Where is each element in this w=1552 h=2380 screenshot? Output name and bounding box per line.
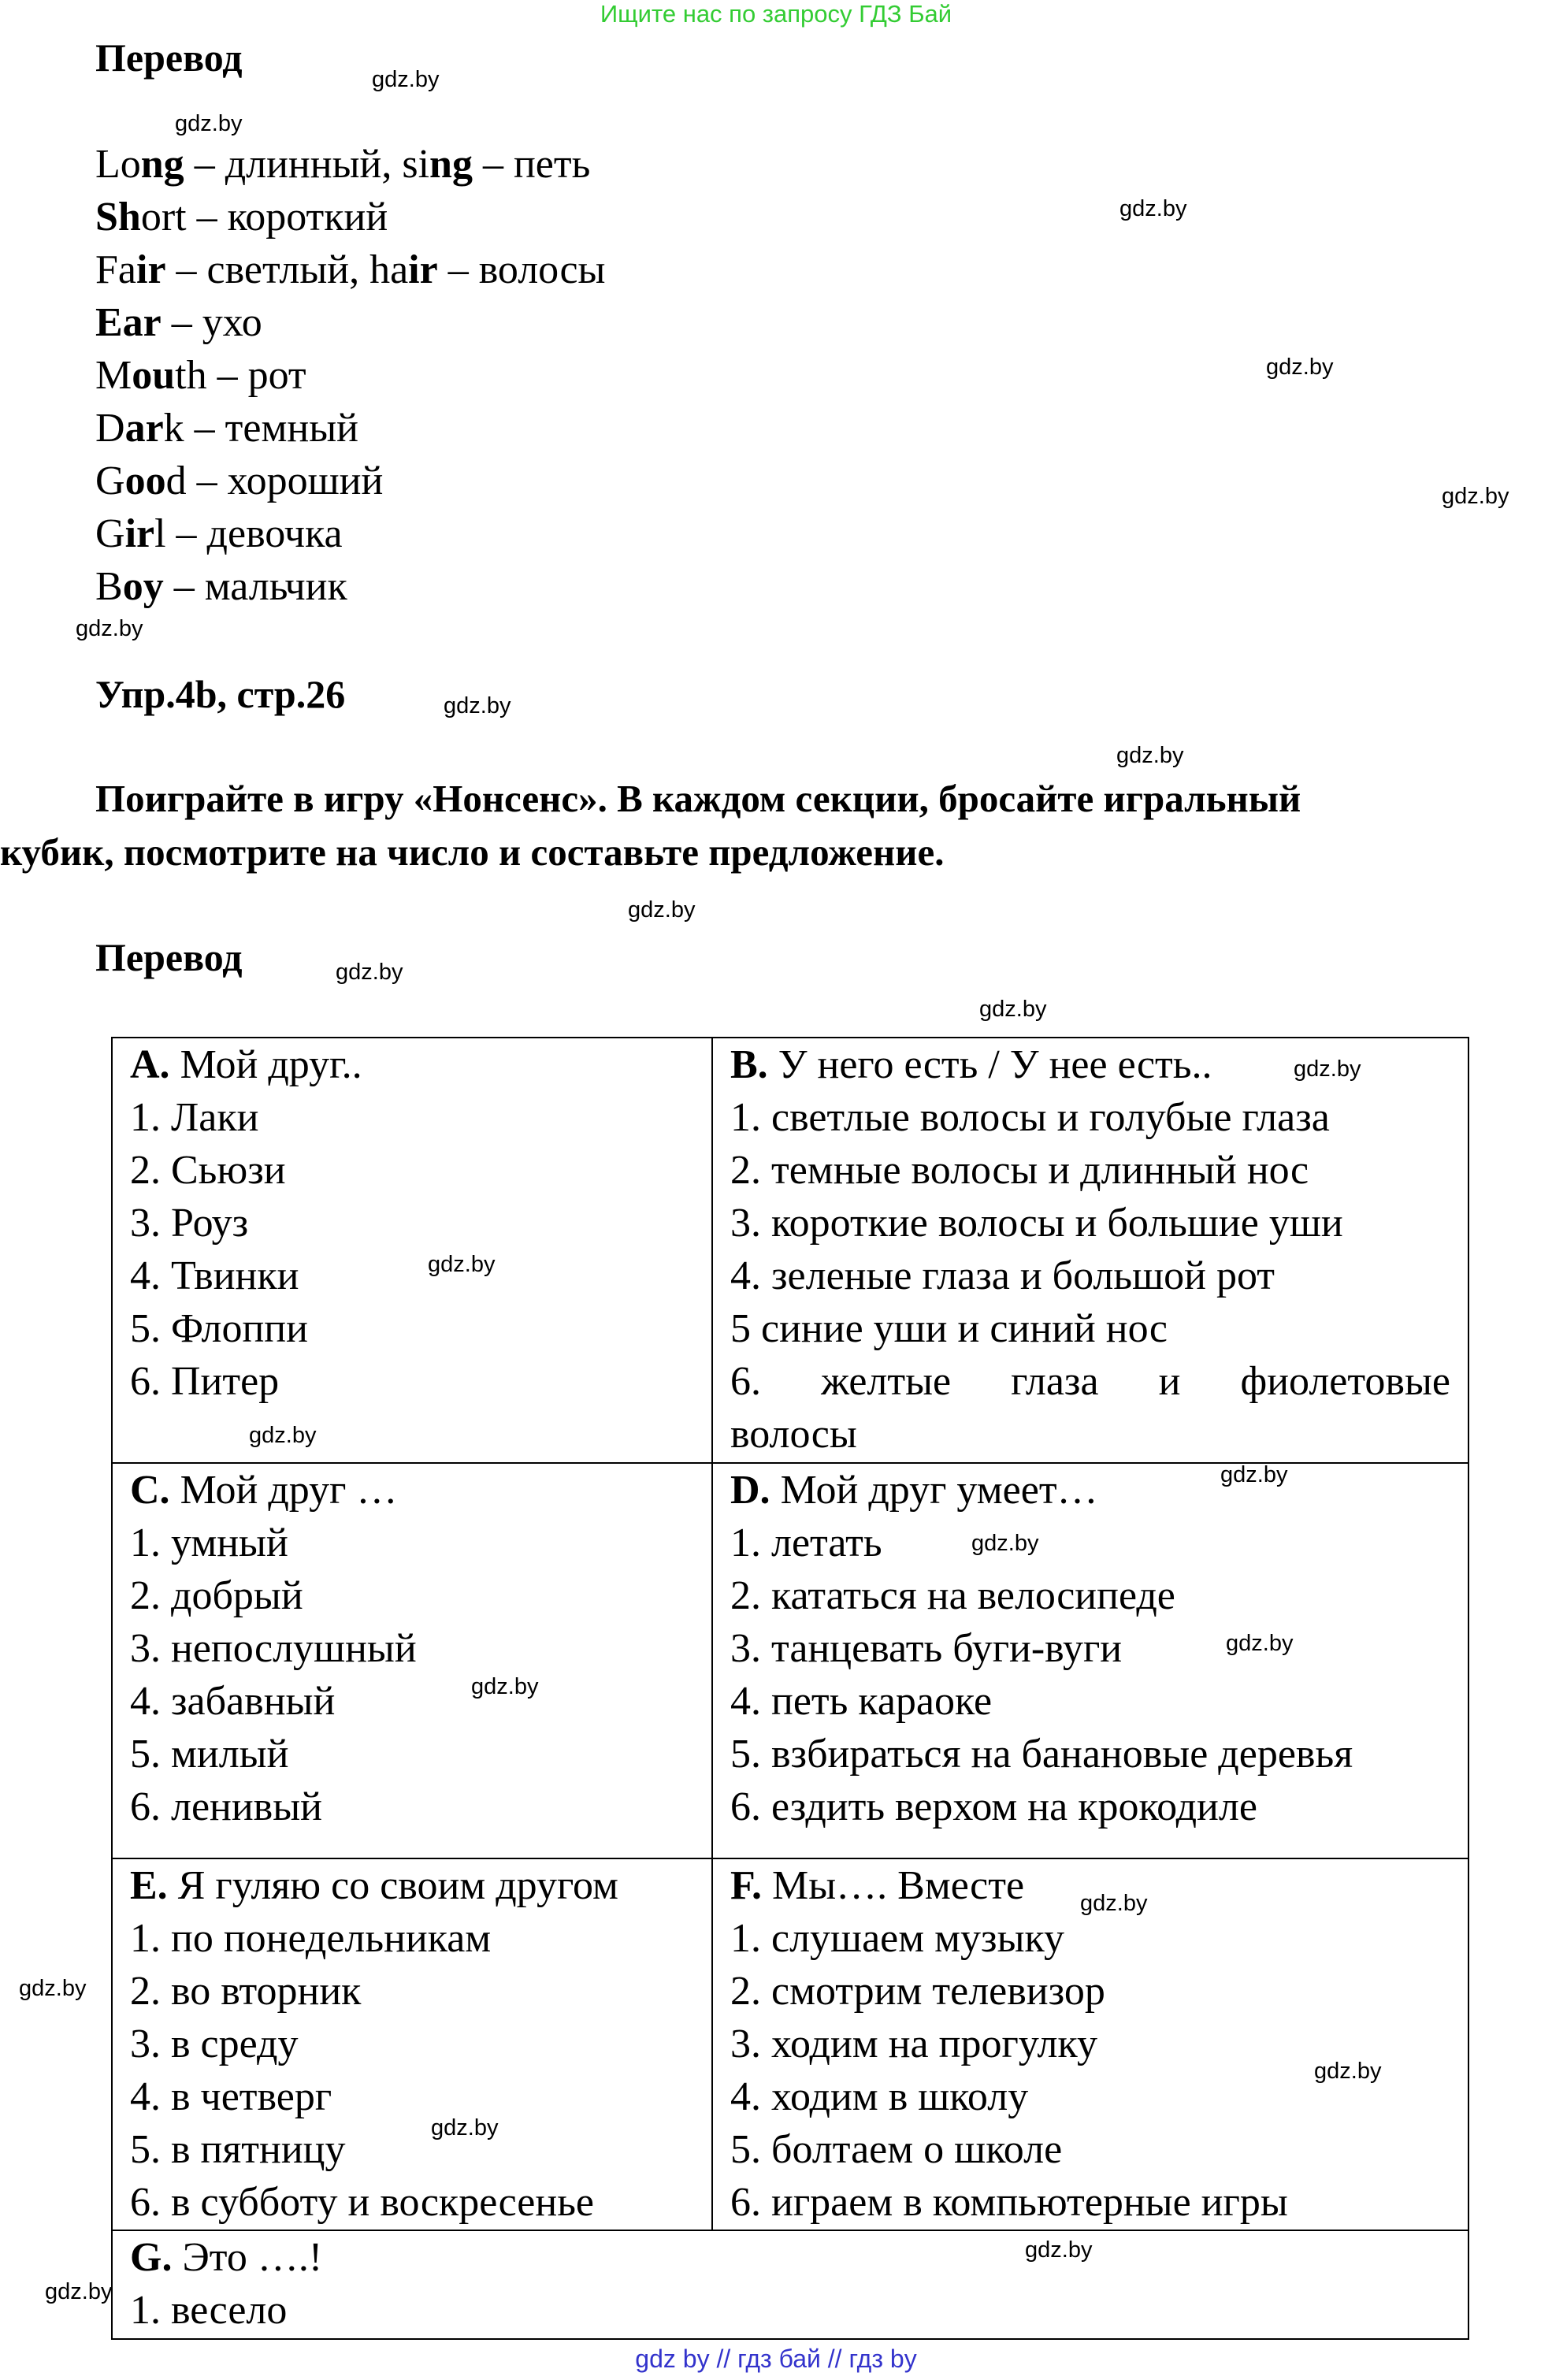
list-item: 6. ленивый	[130, 1784, 323, 1829]
nonsense-game-table	[111, 1037, 1469, 2340]
watermark: gdz.by	[628, 897, 696, 923]
list-item: 1. по понедельникам	[130, 1916, 492, 1961]
vocab-line: Good – хороший	[95, 459, 384, 503]
vocab-line: Long – длинный, sing – петь	[95, 142, 591, 187]
watermark: gdz.by	[1220, 1462, 1288, 1487]
list-item: 1. Лаки	[130, 1095, 259, 1140]
list-item: 4. в четверг	[130, 2074, 332, 2119]
list-item: 3. ходим на прогулку	[730, 2022, 1097, 2066]
list-item: 2. темные волосы и длинный нос	[730, 1148, 1309, 1193]
list-item: 5 синие уши и синий нос	[730, 1306, 1168, 1351]
vocab-line: Dark – темный	[95, 406, 358, 451]
list-item: 6. в субботу и воскресенье	[130, 2180, 594, 2225]
watermark: gdz.by	[1266, 355, 1334, 380]
section-c-cell: C. Мой друг … 1. умный 2. добрый 3. непослушный 4. забавный 5. милый 6. ленивый	[112, 1463, 712, 1858]
watermark: gdz.by	[1314, 2059, 1382, 2084]
list-item: 3. танцевать буги-вуги	[730, 1626, 1123, 1671]
task-line-2: кубик, посмотрите на число и составьте предложение.	[0, 830, 945, 874]
list-item: 1. летать	[730, 1520, 882, 1565]
watermark: gdz.by	[1116, 743, 1184, 768]
watermark: gdz.by	[372, 67, 440, 92]
list-item: 3. непослушный	[130, 1626, 417, 1671]
watermark: gdz.by	[76, 616, 143, 641]
task-line-1: Поиграйте в игру «Нонсенс». В каждом секции, бросайте игральный	[95, 777, 1301, 820]
list-item: 4. зеленые глаза и большой рот	[730, 1253, 1275, 1298]
heading-translation-1: Перевод	[95, 35, 243, 80]
watermark: gdz.by	[971, 1531, 1039, 1556]
watermark: gdz.by	[471, 1674, 539, 1699]
watermark: gdz.by	[45, 2279, 113, 2304]
watermark: gdz.by	[1226, 1631, 1294, 1656]
list-item: 4. ходим в школу	[730, 2074, 1029, 2119]
watermark: gdz.by	[1442, 484, 1509, 509]
list-item: 2. во вторник	[130, 1969, 362, 2014]
watermark: gdz.by	[249, 1423, 317, 1448]
list-item: 6. Питер	[130, 1359, 280, 1404]
heading-translation-2: Перевод	[95, 935, 243, 979]
list-item: 5. взбираться на банановые деревья	[730, 1732, 1353, 1777]
watermark: gdz.by	[19, 1976, 87, 2001]
list-item: 5. болтаем о школе	[730, 2127, 1063, 2172]
vocab-list	[95, 138, 605, 613]
list-item: 3. короткие волосы и большие уши	[730, 1201, 1343, 1246]
list-item: 4. забавный	[130, 1679, 336, 1724]
exercise-title: Упр.4b, стр.26	[95, 672, 346, 716]
list-item: 2. смотрим телевизор	[730, 1969, 1105, 2014]
section-f-cell: F. Мы…. Вместе 1. слушаем музыку 2. смотрим телевизор 3. ходим на прогулку 4. ходим в школу 5. болтаем о школе 6. играем в компьютерные игры	[712, 1858, 1468, 2230]
vocab-line: Ear – ухо	[95, 300, 262, 345]
list-item: 2. добрый	[130, 1573, 303, 1618]
watermark: gdz.by	[428, 1252, 496, 1277]
list-item: 4. петь караоке	[730, 1679, 993, 1724]
list-item: 2. Сьюзи	[130, 1148, 286, 1193]
top-search-link[interactable]: Ищите нас по запросу ГДЗ Бай	[600, 0, 952, 28]
vocab-line: Mouth – рот	[95, 353, 306, 398]
section-e-cell: E. Я гуляю со своим другом 1. по понедельникам 2. во вторник 3. в среду 4. в четверг 5. в пятницу 6. в субботу и воскресенье	[112, 1858, 712, 2230]
watermark: gdz.by	[1025, 2237, 1093, 2263]
list-item: 5. Флоппи	[130, 1306, 308, 1351]
watermark: gdz.by	[175, 111, 243, 136]
list-item: 6. играем в компьютерные игры	[730, 2180, 1288, 2225]
vocab-line: Girl – девочка	[95, 511, 343, 556]
list-item: 1. умный	[130, 1520, 288, 1565]
watermark: gdz.by	[1119, 196, 1187, 221]
list-item: 6. желтые глаза и фиолетовые	[730, 1359, 1450, 1404]
list-item: 1. светлые волосы и голубые глаза	[730, 1095, 1330, 1140]
watermark: gdz.by	[444, 693, 511, 718]
vocab-line: Boy – мальчик	[95, 564, 347, 609]
list-item: 6. ездить верхом на крокодиле	[730, 1784, 1257, 1829]
section-b-cell: B. У него есть / У нее есть.. 1. светлые волосы и голубые глаза 2. темные волосы и длинный нос 3. короткие волосы и большие уши 4. зеленые глаза и большой рот 5 синие уши и синий нос 6. желтые глаза и фиолетовые волосы	[712, 1038, 1468, 1463]
list-item: 5. милый	[130, 1732, 289, 1777]
watermark: gdz.by	[979, 997, 1047, 1022]
list-item: 2. кататься на велосипеде	[730, 1573, 1175, 1618]
list-item: 1. весело	[130, 2288, 288, 2333]
list-item: 3. Роуз	[130, 1201, 249, 1246]
watermark: gdz.by	[431, 2115, 499, 2141]
watermark: gdz.by	[1080, 1891, 1148, 1916]
section-a-cell: A. Мой друг.. 1. Лаки 2. Сьюзи 3. Роуз 4. Твинки 5. Флоппи 6. Питер	[112, 1038, 712, 1463]
list-item: 4. Твинки	[130, 1253, 299, 1298]
vocab-line: Fair – светлый, hair – волосы	[95, 247, 606, 292]
list-item: волосы	[730, 1412, 857, 1457]
watermark: gdz.by	[1294, 1056, 1361, 1082]
list-item: 1. слушаем музыку	[730, 1916, 1065, 1961]
list-item: 3. в среду	[130, 2022, 299, 2066]
section-g-cell: G. Это ….! 1. весело	[112, 2230, 1468, 2339]
bottom-links[interactable]: gdz by // гдз бай // гдз by	[635, 2345, 917, 2373]
watermark: gdz.by	[336, 960, 403, 985]
section-d-cell: D. Мой друг умеет… 1. летать 2. кататься на велосипеде 3. танцевать буги-вуги 4. петь караоке 5. взбираться на банановые деревья 6. ездить верхом на крокодиле	[712, 1463, 1468, 1858]
list-item: 5. в пятницу	[130, 2127, 346, 2172]
task-description	[0, 772, 1544, 879]
vocab-line: Short – короткий	[95, 195, 388, 239]
